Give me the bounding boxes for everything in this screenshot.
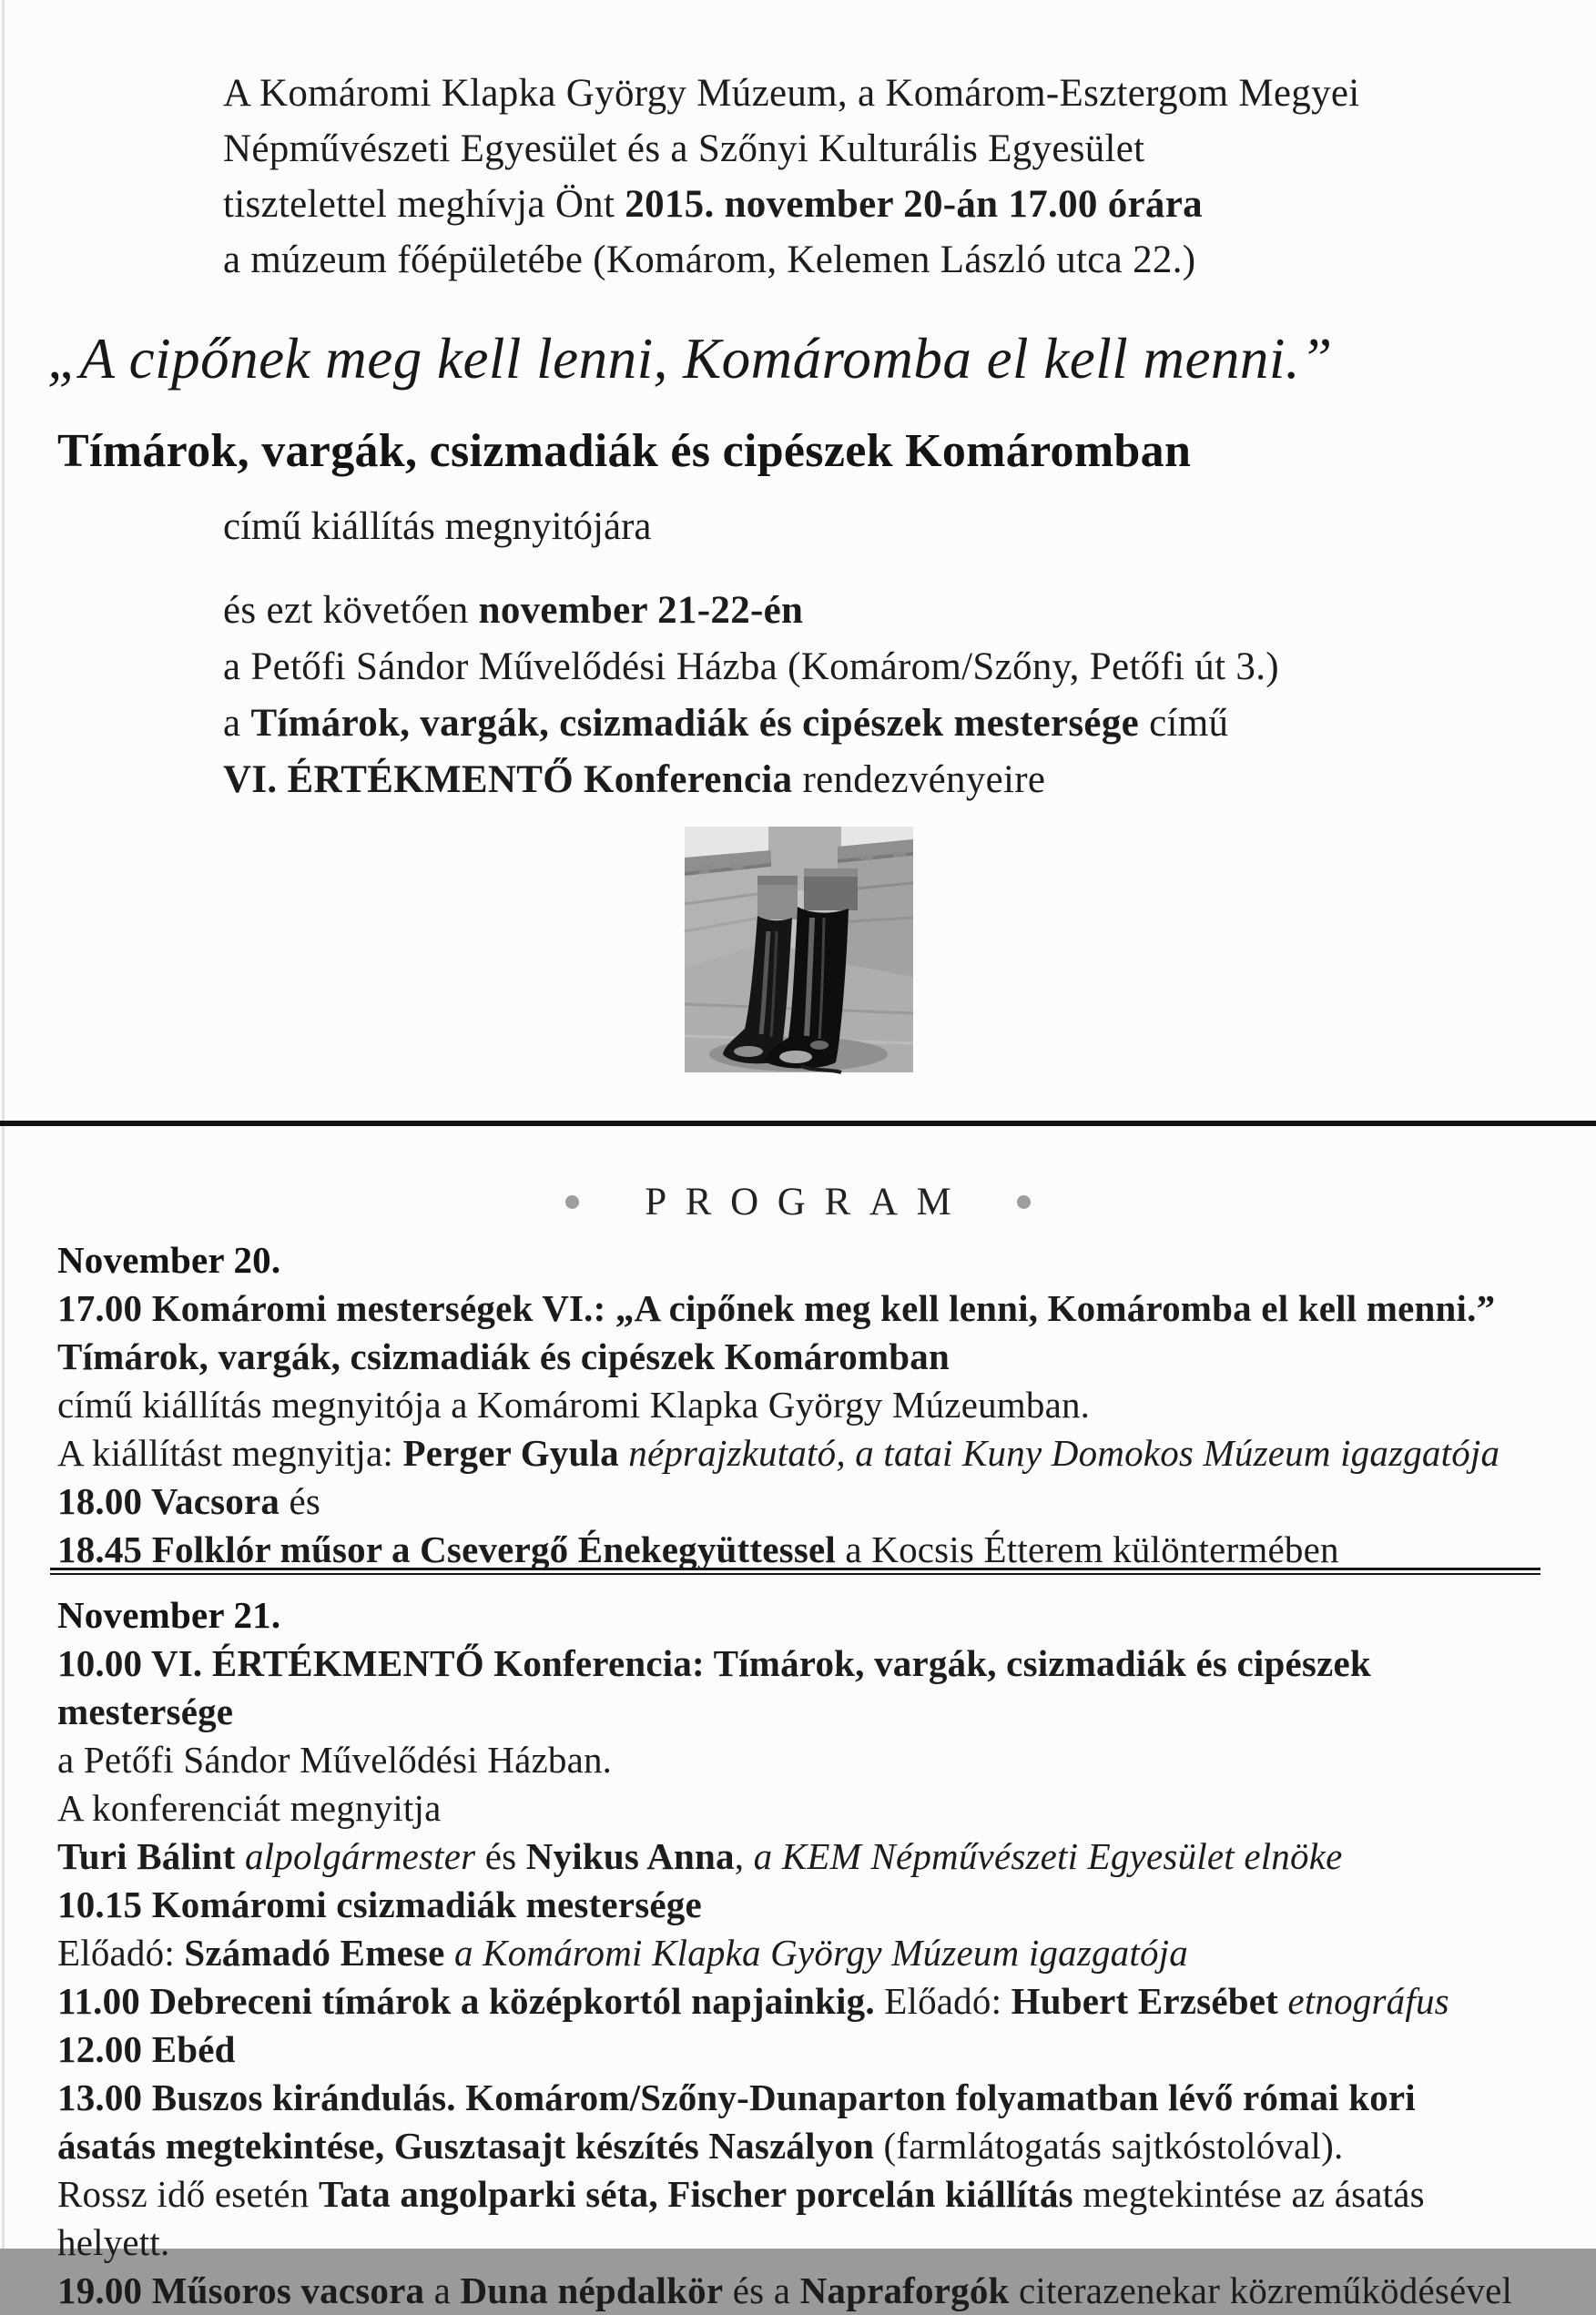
program-section-title: November 20. [57,1239,281,1281]
boots-photo-illustration [685,827,913,1072]
program-section-title: November 21. [57,1594,281,1636]
program-heading-label: PROGRAM [645,1181,971,1223]
text-line: VI. ÉRTÉKMENTŐ Konferencia rendezvényeire [223,758,1046,801]
text-line: című kiállítás megnyitója a Komáromi Klapka György Múzeumban. [57,1384,1091,1426]
bullet-icon [1017,1195,1031,1209]
text-line: 18.45 Folklór műsor a Csevergő Énekegyüttessel a Kocsis Étterem különtermében [57,1528,1339,1570]
text-line: Turi Bálint alpolgármester és Nyikus Anna, a KEM Népművészeti Egyesület elnöke [57,1835,1343,1877]
boots-in-pew-photo [685,827,913,1072]
program-section-lines [57,1640,1523,2315]
text-line: a múzeum főépületébe (Komárom, Kelemen László utca 22.) [223,239,1196,281]
text-line: 17.00 Komáromi mesterségek VI.: „A cipőnek meg kell lenni, Komáromba el kell menni.” [57,1287,1496,1329]
text-line: Tímárok, vargák, csizmadiák és cipészek Komáromban [57,1335,950,1377]
program-section-lines [57,1284,1523,1574]
text-line: Előadó: Számadó Emese a Komáromi Klapka György Múzeum igazgatója [57,1932,1188,1974]
program-section-november-21 [57,1591,1523,2315]
text-line: 10.00 VI. ÉRTÉKMENTŐ Konferencia: Tímárok, vargák, csizmadiák és cipészek mestersége [57,1642,1371,1732]
text-line: 10.15 Komáromi csizmadiák mestersége [57,1883,702,1925]
text-line: a Petőfi Sándor Művelődési Házban. [57,1739,613,1781]
exhibition-subtitle: című kiállítás megnyitójára [223,505,652,548]
text-line: 12.00 Ebéd [57,2028,236,2070]
exhibition-quote: „A cipőnek meg kell lenni, Komáromba el kell menni.” [47,327,1333,391]
text-line: 11.00 Debreceni tímárok a középkortól napjainkig. Előadó: Hubert Erzsébet etnográfus [57,1980,1449,2022]
text-line: A konferenciát megnyitja [57,1787,442,1829]
conference-paragraph [223,583,1279,808]
program-section-november-20 [57,1236,1523,1574]
section-divider-middle [50,1568,1540,1575]
text-line: Rossz idő esetén Tata angolparki séta, Fischer porcelán kiállítás megtekintése az ásatás helyett. [57,2173,1425,2263]
section-divider-top [0,1121,1596,1126]
text-line: 19.00 Műsoros vacsora a Duna népdalkör és a Napraforgók citerazenekar közreműködésével [57,2269,1513,2311]
program-heading [0,1180,1596,1224]
text-line: 18.00 Vacsora és [57,1480,321,1522]
text-line: és ezt követően november 21-22-én [223,589,804,632]
text-line: a Tímárok, vargák, csizmadiák és cipészek mestersége című [223,702,1229,745]
text-line: tisztelettel meghívja Önt 2015. november 20-án 17.00 órára [223,183,1203,226]
text-line: a Petőfi Sándor Művelődési Házba (Komárom/Szőny, Petőfi út 3.) [223,645,1279,688]
exhibition-title: Tímárok, vargák, csizmadiák és cipészek Komáromban [57,425,1192,477]
text-line: Népművészeti Egyesület és a Szőnyi Kulturális Egyesület [223,127,1145,170]
text-line: 13.00 Buszos kirándulás. Komárom/Szőny-Dunaparton folyamatban lévő római kori ásatás megtekintése, Gusztasajt készítés Naszályon (farmlátogatás sajtkóstolóval). [57,2076,1416,2167]
bullet-icon [565,1195,579,1209]
text-line: A Komáromi Klapka György Múzeum, a Komárom-Esztergom Megyei [223,72,1360,115]
invitation-paragraph [223,66,1360,288]
text-line: A kiállítást megnyitja: Perger Gyula néprajzkutató, a tatai Kuny Domokos Múzeum igazgatója [57,1432,1500,1474]
